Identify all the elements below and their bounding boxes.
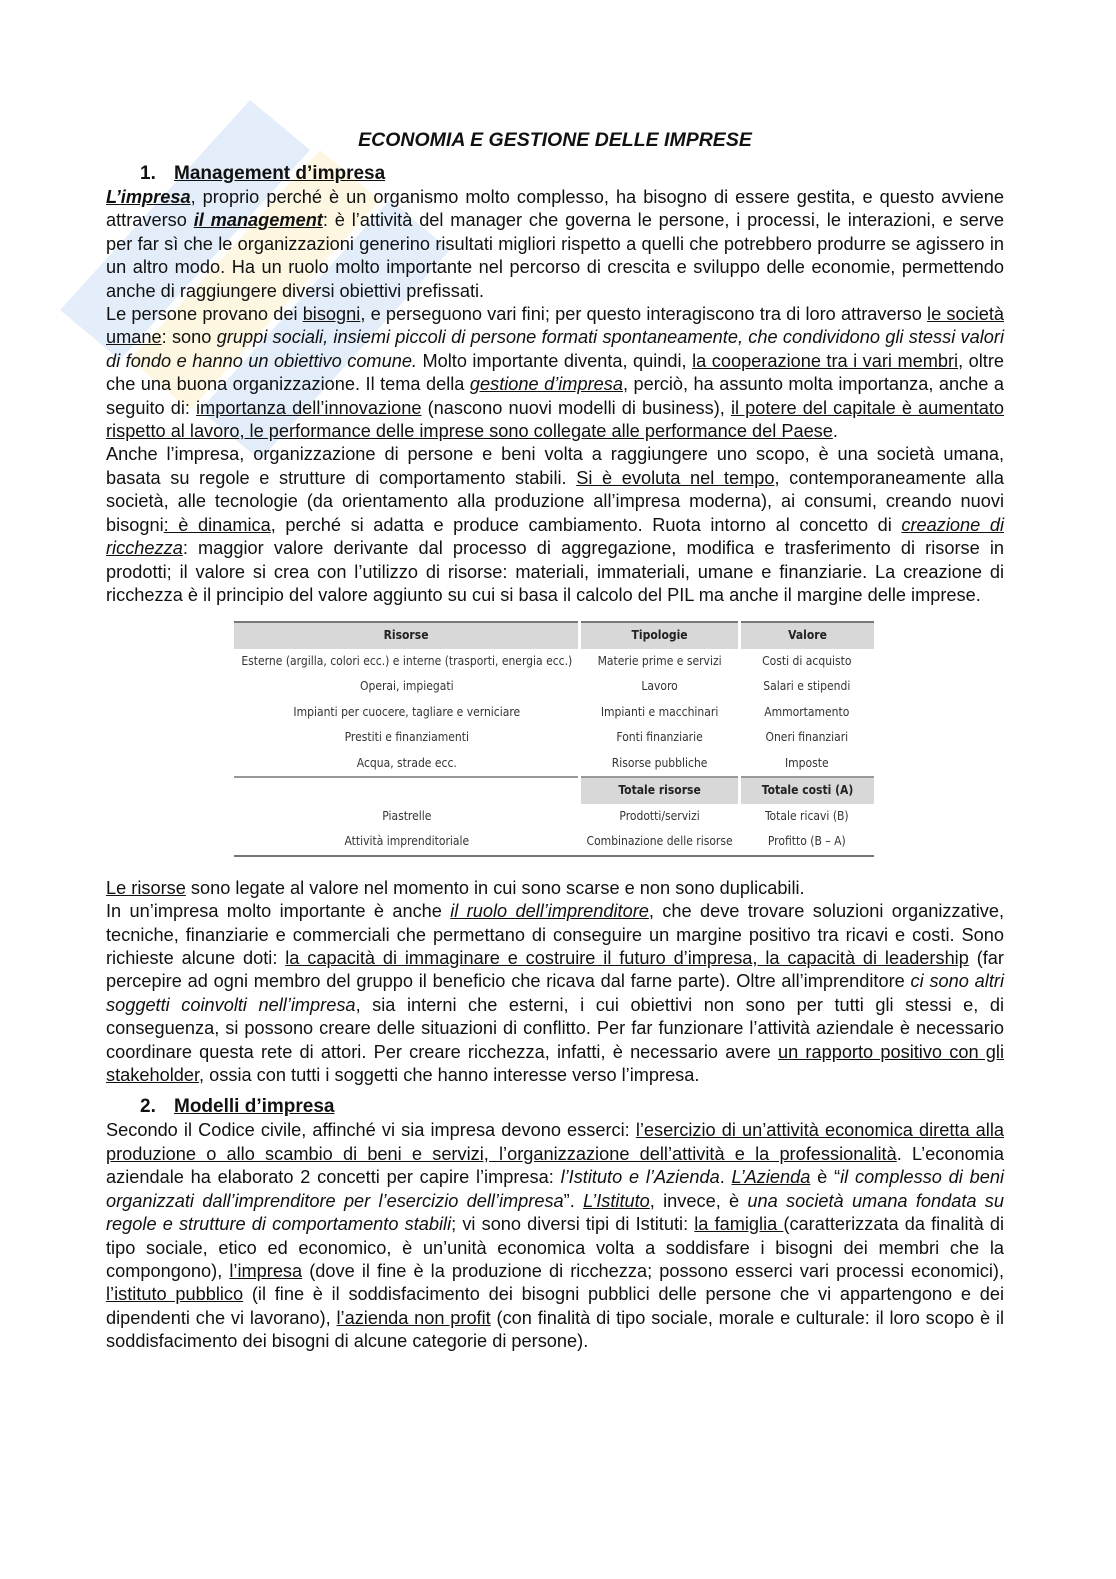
table-row [234,777,874,804]
table-cell: Lavoro [641,679,678,694]
section-title: Management d’impresa [174,163,386,184]
table-cell: Prodotti/servizi [619,808,700,823]
text-run: la famiglia [694,1214,784,1235]
table-header: Risorse [234,622,580,649]
text-run: l’impresa [229,1260,303,1281]
section-heading-management [106,162,1004,186]
table-cell: Piastrelle [382,808,432,823]
table-cell: Fonti finanziarie [616,730,703,745]
text-run: . [719,1167,732,1188]
text-run: le società umane [106,304,1004,348]
text-run: . L’economia aziendale ha elaborato 2 concetti per capire l’impresa: [106,1143,1004,1188]
text-run: (il fine è il soddisfacimento dei bisogni pubblici delle persone che vi appartengono e dei dipendenti che vi lavorano), [106,1284,1005,1328]
table-cell: Imposte [784,755,829,770]
table-cell: Salari e stipendi [763,679,851,694]
text-run: , perciò, ha assunto molta importanza, anche a seguito di: [106,374,1004,418]
text-run: il complesso di beni organizzati dall’imprenditore per l’esercizio dell’impresa [106,1167,1004,1211]
text-run: ci sono altri soggetti coinvolti nell’impresa [106,971,1004,1015]
text-run: : è l’attività del manager che governa le persone, i processi, le interazioni, e serve per far sì che le organizzazioni generino risultati migliori rispetto a quelli che potrebbero produrre se agissero in un altro modo. Ha un ruolo molto importante nel percorso di crescita e sviluppo delle economie, permettendo anche di raggiungere diversi obiettivi prefissati. [106,210,1005,301]
table-cell: Combinazione delle risorse [580,829,740,856]
section-title: Modelli d’impresa [174,1096,335,1118]
text-run: , e perseguono vari fini; per questo interagiscono tra di loro attraverso [360,304,928,325]
table-cell: Esterne (argilla, colori ecc.) e interne (trasporti, energia ecc.) [241,653,573,668]
table-cell: Impianti e macchinari [600,704,719,719]
section-number: 2. [140,1096,156,1118]
text-run: , invece, è [649,1190,748,1211]
table-cell: Impianti per cuocere, tagliare e verniciare [293,704,521,719]
text-run: . [832,421,838,442]
table-row [234,649,874,675]
text-run: Secondo il Codice civile, affinché vi sia impresa devono esserci: [106,1120,636,1141]
document-page [106,128,1004,1354]
text-run: Si è evoluta nel tempo [576,467,775,488]
text-run: L’Istituto [583,1190,650,1211]
table-row [234,674,874,700]
text-run: In un’impresa molto importante è anche [106,901,451,922]
text-run: L’impresa [106,187,191,207]
text-run: ; vi sono diversi tipi di Istituti: [451,1214,695,1235]
table-cell: Operai, impiegati [359,679,454,694]
table-cell: Materie prime e servizi [597,653,722,668]
table-header: Valore [740,622,874,649]
text-run: la capacità di immaginare e costruire il futuro d’impresa, la capacità di leadership [285,948,969,969]
paragraph [106,877,1004,900]
text-run: , ossia con tutti i soggetti che hanno interesse verso l’impresa. [199,1065,700,1086]
text-run: la cooperazione tra i vari membri [692,350,959,371]
text-run: una società umana fondata su regole e strutture di comportamento stabili [106,1190,1004,1235]
table-row [234,804,874,830]
table-row [234,829,874,856]
text-run: bisogni [302,304,361,325]
paragraph [106,443,1004,607]
paragraph [106,1119,1004,1353]
text-run: (caratterizzata da finalità di tipo sociale, etico ed economico, è un’unità economica volta a soddisfare i bisogni dei membri che la compongono), [106,1214,1005,1281]
table-cell: Prestiti e finanziamenti [344,730,469,745]
table-cell: Oneri finanziari [765,730,849,745]
text-run: l’esercizio di un’attività economica diretta alla produzione o allo scambio di beni e servizi, l’organizzazione dell’attività e la professionalità [106,1120,1004,1164]
table-header: Tipologie [580,622,740,649]
text-run: , sia interni che esterni, i cui obiettivi non sono per tutti gli stessi e, di conseguenza, si possono creare delle situazioni di conflitto. Per far funzionare l’attività aziendale è necessario coordinare questa rete di attori. Per creare ricchezza, infatti, è necessario avere [106,994,1004,1062]
text-run: (dove il fine è la produzione di ricchezza; possono esserci vari processi economici), [302,1260,1004,1281]
text-run: , che deve trovare soluzioni organizzative, tecniche, finanziarie e commerciali che permettano di conseguire un margine positivo tra ricavi e costi. Sono richieste alcune doti: [106,901,1005,969]
text-run: : sono [161,327,217,348]
table-cell: Totale ricavi (B) [764,808,849,823]
text-run: il management [193,210,323,231]
table-row [234,700,874,726]
text-run: il potere del capitale è aumentato rispetto al lavoro, le performance delle imprese sono collegate alle performance del Paese [106,397,1004,442]
text-run: Le persone provano dei [106,304,303,325]
table-cell: Profitto (B – A) [740,829,874,856]
text-run: è “ [810,1167,841,1188]
table-row [234,725,874,751]
text-run: gruppi sociali, insiemi piccoli di persone formati spontaneamente, che condividono gli stessi valori di fondo e hanno un obiettivo comune. [106,327,1004,371]
table-cell [234,777,580,804]
paragraph [106,303,1004,443]
table-row [234,751,874,778]
text-run: , proprio perché è un organismo molto complesso, ha bisogno di essere gestita, e questo avviene attraverso [106,187,1004,231]
text-run: gestione d’impresa [469,374,623,395]
paragraph [106,186,1004,303]
text-run: , contemporaneamente alla società, alle tecnologie (da orientamento alla produzione all’impresa moderna), ai consumi, creando nuovi bisogni [106,467,1004,535]
table-cell: Risorse pubbliche [611,755,708,770]
paragraph [106,900,1004,1087]
text-run: ”. [563,1190,584,1211]
text-run: (nascono nuovi modelli di business), [421,397,731,418]
section-number: 1. [140,163,156,184]
text-run: (far percepire ad ogni membro del gruppo il beneficio che ricava dal farne parte). Oltre all’imprenditore [106,948,1004,992]
text-run: , oltre che una buona organizzazione. Il tema della [106,350,1005,395]
text-run: un rapporto positivo con gli stakeholder [106,1041,1004,1086]
table-cell: Attività imprenditoriale [234,829,580,856]
text-run: l’azienda non profit [336,1307,491,1328]
text-run: Molto importante diventa, quindi, [416,350,693,371]
document-title: ECONOMIA E GESTIONE DELLE IMPRESE [358,129,752,151]
text-run: il ruolo dell’imprenditore [450,901,649,922]
text-run: l’istituto pubblico [106,1284,244,1305]
resources-table [234,621,874,857]
table-cell: Ammortamento [764,704,850,719]
text-run: Le risorse [106,877,186,898]
text-run: l’Istituto e l’Azienda [560,1167,720,1188]
text-run: , perché si adatta e produce cambiamento. Ruota intorno al concetto di [270,514,902,535]
table-cell: Costi di acquisto [762,653,852,668]
text-run: (con finalità di tipo sociale, morale e culturale: il loro scopo è il soddisfacimento dei bisogni di alcune categorie di persone). [106,1307,1004,1352]
table-cell: Totale risorse [580,777,740,804]
text-run: L’Azienda [731,1167,811,1188]
table-cell: Acqua, strade ecc. [356,755,457,770]
section-heading-modelli [106,1095,1004,1119]
text-run: creazione di ricchezza [106,514,1005,559]
text-run: importanza dell’innovazione [196,397,422,418]
table-cell: Totale costi (A) [740,777,874,804]
text-run: sono legate al valore nel momento in cui sono scarse e non sono duplicabili. [185,877,805,898]
text-run: Anche l’impresa, organizzazione di persone e beni volta a raggiungere uno scopo, è una società umana, basata su regole e strutture di comportamento stabili. [106,444,1004,488]
text-run: : maggior valore derivante dal processo di aggregazione, modifica e trasferimento di risorse in prodotti; il valore si crea con l’utilizzo di risorse: materiali, immateriali, umane e finanziarie. La creazione di ricchezza è il principio del valore aggiunto su cui si basa il calcolo del PIL ma anche il margine delle imprese. [106,538,1004,605]
text-run: : è dinamica [163,514,271,535]
